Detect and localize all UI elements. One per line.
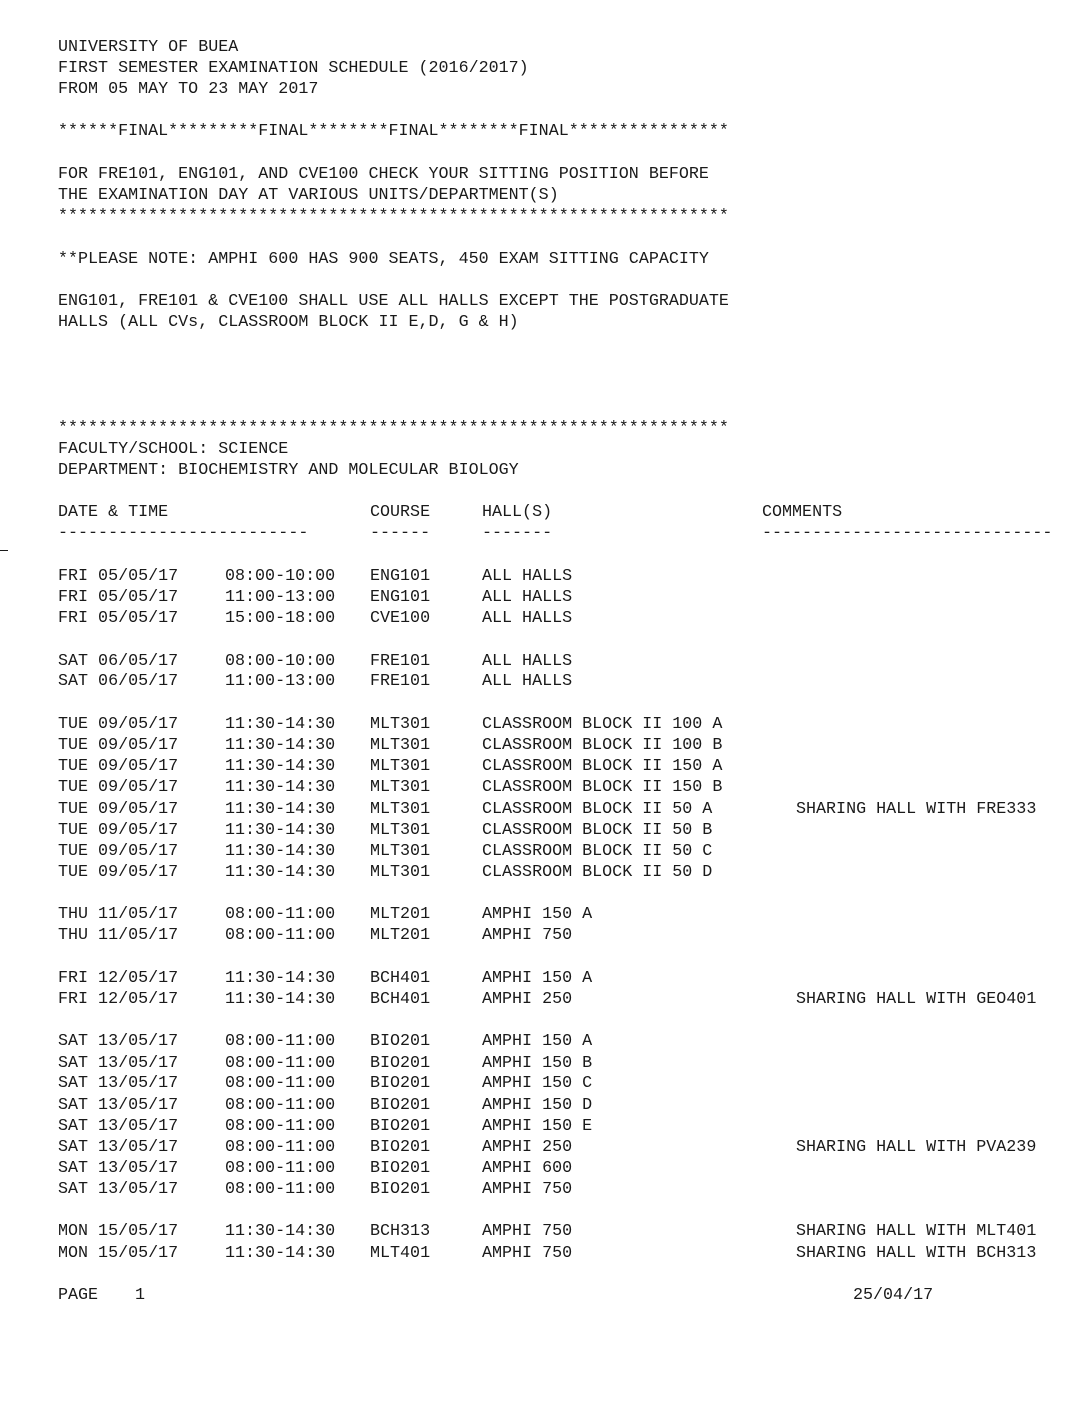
row-course: BIO201 <box>370 1074 431 1093</box>
row-time: 11:30-14:30 <box>225 821 336 840</box>
row-hall: AMPHI 150 D <box>482 1096 593 1115</box>
row-time: 08:00-11:00 <box>225 905 336 924</box>
margin-mark <box>0 550 8 551</box>
row-hall: CLASSROOM BLOCK II 50 B <box>482 821 713 840</box>
row-comment: SHARING HALL WITH FRE333 <box>796 800 1037 819</box>
row-course: MLT201 <box>370 926 431 945</box>
row-time: 11:30-14:30 <box>225 842 336 861</box>
faculty-label: FACULTY/SCHOOL: SCIENCE <box>58 440 289 459</box>
table-row <box>0 1137 1088 1158</box>
row-course: MLT301 <box>370 715 431 734</box>
row-time: 08:00-11:00 <box>225 1096 336 1115</box>
row-time: 11:30-14:30 <box>225 990 336 1009</box>
row-hall: AMPHI 250 <box>482 1138 573 1157</box>
table-row <box>0 651 1088 672</box>
table-header-underline-row <box>0 523 1088 544</box>
row-time: 11:30-14:30 <box>225 863 336 882</box>
notice-sitting-line2: THE EXAMINATION DAY AT VARIOUS UNITS/DEPARTMENT(S) <box>58 186 559 205</box>
row-date: TUE 09/05/17 <box>58 863 179 882</box>
row-hall: CLASSROOM BLOCK II 100 B <box>482 736 723 755</box>
row-time: 08:00-11:00 <box>225 1074 336 1093</box>
table-row <box>0 1053 1088 1074</box>
row-hall: ALL HALLS <box>482 609 573 628</box>
row-date: TUE 09/05/17 <box>58 800 179 819</box>
header-comments: COMMENTS <box>762 503 843 522</box>
row-time: 08:00-10:00 <box>225 567 336 586</box>
row-time: 11:00-13:00 <box>225 672 336 691</box>
schedule-title: FIRST SEMESTER EXAMINATION SCHEDULE (2016/2017) <box>58 59 529 78</box>
row-hall: CLASSROOM BLOCK II 150 B <box>482 778 723 797</box>
table-row <box>0 862 1088 883</box>
row-time: 08:00-10:00 <box>225 652 336 671</box>
row-hall: CLASSROOM BLOCK II 50 A <box>482 800 713 819</box>
row-time: 08:00-11:00 <box>225 1117 336 1136</box>
row-hall: CLASSROOM BLOCK II 100 A <box>482 715 723 734</box>
row-time: 08:00-11:00 <box>225 1032 336 1051</box>
row-hall: AMPHI 750 <box>482 926 573 945</box>
row-comment: SHARING HALL WITH PVA239 <box>796 1138 1037 1157</box>
table-row <box>0 587 1088 608</box>
row-date: SAT 13/05/17 <box>58 1032 179 1051</box>
row-hall: AMPHI 150 E <box>482 1117 593 1136</box>
table-row <box>0 756 1088 777</box>
row-course: MLT401 <box>370 1244 431 1263</box>
row-course: BIO201 <box>370 1159 431 1178</box>
row-hall: AMPHI 150 C <box>482 1074 593 1093</box>
row-course: MLT301 <box>370 800 431 819</box>
table-row <box>0 1073 1088 1094</box>
row-hall: CLASSROOM BLOCK II 50 C <box>482 842 713 861</box>
schedule-date-range: FROM 05 MAY TO 23 MAY 2017 <box>58 80 319 99</box>
row-course: BIO201 <box>370 1096 431 1115</box>
row-course: MLT301 <box>370 821 431 840</box>
underline-date-time: ------------------------- <box>58 524 309 543</box>
row-time: 15:00-18:00 <box>225 609 336 628</box>
row-course: BCH401 <box>370 969 431 988</box>
row-hall: AMPHI 750 <box>482 1244 573 1263</box>
table-row <box>0 608 1088 629</box>
row-hall: AMPHI 150 A <box>482 1032 593 1051</box>
underline-halls: ------- <box>482 524 553 543</box>
row-date: SAT 13/05/17 <box>58 1096 179 1115</box>
row-time: 08:00-11:00 <box>225 1138 336 1157</box>
row-date: FRI 05/05/17 <box>58 567 179 586</box>
row-course: BIO201 <box>370 1117 431 1136</box>
table-row <box>0 777 1088 798</box>
header-date-time: DATE & TIME <box>58 503 169 522</box>
row-course: BIO201 <box>370 1054 431 1073</box>
table-header-row <box>0 502 1088 523</box>
notice-halls-line2: HALLS (ALL CVs, CLASSROOM BLOCK II E,D, G & H) <box>58 313 519 332</box>
row-hall: ALL HALLS <box>482 652 573 671</box>
row-course: MLT201 <box>370 905 431 924</box>
table-row <box>0 925 1088 946</box>
row-time: 11:30-14:30 <box>225 1244 336 1263</box>
header-halls: HALL(S) <box>482 503 553 522</box>
row-time: 11:00-13:00 <box>225 588 336 607</box>
row-date: TUE 09/05/17 <box>58 821 179 840</box>
row-course: MLT301 <box>370 736 431 755</box>
row-course: MLT301 <box>370 863 431 882</box>
row-date: TUE 09/05/17 <box>58 778 179 797</box>
row-date: FRI 05/05/17 <box>58 588 179 607</box>
row-date: MON 15/05/17 <box>58 1222 179 1241</box>
row-course: MLT301 <box>370 757 431 776</box>
row-date: SAT 13/05/17 <box>58 1054 179 1073</box>
row-time: 11:30-14:30 <box>225 969 336 988</box>
row-comment: SHARING HALL WITH MLT401 <box>796 1222 1037 1241</box>
row-course: BCH313 <box>370 1222 431 1241</box>
row-time: 08:00-11:00 <box>225 1159 336 1178</box>
table-row <box>0 566 1088 587</box>
table-row <box>0 1116 1088 1137</box>
row-hall: AMPHI 150 B <box>482 1054 593 1073</box>
row-date: TUE 09/05/17 <box>58 736 179 755</box>
row-time: 11:30-14:30 <box>225 715 336 734</box>
table-row <box>0 1031 1088 1052</box>
row-date: FRI 12/05/17 <box>58 990 179 1009</box>
row-date: MON 15/05/17 <box>58 1244 179 1263</box>
notice-halls-line1: ENG101, FRE101 & CVE100 SHALL USE ALL HALLS EXCEPT THE POSTGRADUATE <box>58 292 729 311</box>
row-date: SAT 13/05/17 <box>58 1117 179 1136</box>
section-star-divider: ******************************************************************* <box>58 419 729 438</box>
table-row <box>0 989 1088 1010</box>
university-name: UNIVERSITY OF BUEA <box>58 38 239 57</box>
row-comment: SHARING HALL WITH GEO401 <box>796 990 1037 1009</box>
table-row <box>0 1095 1088 1116</box>
table-row <box>0 820 1088 841</box>
table-row <box>0 714 1088 735</box>
row-course: FRE101 <box>370 672 431 691</box>
row-time: 11:30-14:30 <box>225 736 336 755</box>
row-date: FRI 05/05/17 <box>58 609 179 628</box>
row-hall: AMPHI 150 A <box>482 905 593 924</box>
table-row <box>0 735 1088 756</box>
row-date: TUE 09/05/17 <box>58 842 179 861</box>
row-course: BIO201 <box>370 1032 431 1051</box>
row-hall: AMPHI 750 <box>482 1180 573 1199</box>
table-row <box>0 904 1088 925</box>
row-date: THU 11/05/17 <box>58 905 179 924</box>
row-course: ENG101 <box>370 588 431 607</box>
row-time: 11:30-14:30 <box>225 800 336 819</box>
row-hall: CLASSROOM BLOCK II 150 A <box>482 757 723 776</box>
row-comment: SHARING HALL WITH BCH313 <box>796 1244 1037 1263</box>
final-banner: ******FINAL*********FINAL********FINAL********FINAL**************** <box>58 122 729 141</box>
row-date: TUE 09/05/17 <box>58 715 179 734</box>
table-row <box>0 1179 1088 1200</box>
row-hall: AMPHI 600 <box>482 1159 573 1178</box>
row-course: CVE100 <box>370 609 431 628</box>
row-course: MLT301 <box>370 842 431 861</box>
row-time: 08:00-11:00 <box>225 1054 336 1073</box>
table-row <box>0 1221 1088 1242</box>
row-time: 11:30-14:30 <box>225 778 336 797</box>
row-date: SAT 13/05/17 <box>58 1074 179 1093</box>
underline-course: ------ <box>370 524 431 543</box>
underline-comments: ----------------------------- <box>762 524 1053 543</box>
footer-page-label: PAGE <box>58 1286 99 1305</box>
row-time: 08:00-11:00 <box>225 926 336 945</box>
row-hall: AMPHI 750 <box>482 1222 573 1241</box>
row-time: 08:00-11:00 <box>225 1180 336 1199</box>
header-course: COURSE <box>370 503 431 522</box>
row-date: SAT 13/05/17 <box>58 1159 179 1178</box>
row-date: SAT 06/05/17 <box>58 672 179 691</box>
row-course: MLT301 <box>370 778 431 797</box>
row-date: SAT 13/05/17 <box>58 1180 179 1199</box>
footer-date: 25/04/17 <box>853 1286 934 1305</box>
table-row <box>0 1243 1088 1264</box>
row-date: TUE 09/05/17 <box>58 757 179 776</box>
row-course: BIO201 <box>370 1138 431 1157</box>
row-hall: ALL HALLS <box>482 588 573 607</box>
footer-page-number: 1 <box>135 1286 146 1305</box>
row-time: 11:30-14:30 <box>225 1222 336 1241</box>
table-row <box>0 671 1088 692</box>
row-course: ENG101 <box>370 567 431 586</box>
row-course: FRE101 <box>370 652 431 671</box>
row-hall: AMPHI 150 A <box>482 969 593 988</box>
table-row <box>0 841 1088 862</box>
row-hall: CLASSROOM BLOCK II 50 D <box>482 863 713 882</box>
row-hall: AMPHI 250 <box>482 990 573 1009</box>
row-date: SAT 06/05/17 <box>58 652 179 671</box>
row-course: BIO201 <box>370 1180 431 1199</box>
row-hall: ALL HALLS <box>482 672 573 691</box>
row-date: FRI 12/05/17 <box>58 969 179 988</box>
notice-sitting-line1: FOR FRE101, ENG101, AND CVE100 CHECK YOUR SITTING POSITION BEFORE <box>58 165 709 184</box>
star-divider: ******************************************************************* <box>58 207 729 226</box>
table-row <box>0 1158 1088 1179</box>
row-course: BCH401 <box>370 990 431 1009</box>
table-row <box>0 968 1088 989</box>
row-hall: ALL HALLS <box>482 567 573 586</box>
row-date: SAT 13/05/17 <box>58 1138 179 1157</box>
row-date: THU 11/05/17 <box>58 926 179 945</box>
department-label: DEPARTMENT: BIOCHEMISTRY AND MOLECULAR BIOLOGY <box>58 461 519 480</box>
notice-amphi-capacity: **PLEASE NOTE: AMPHI 600 HAS 900 SEATS, 450 EXAM SITTING CAPACITY <box>58 250 709 269</box>
table-row <box>0 799 1088 820</box>
row-time: 11:30-14:30 <box>225 757 336 776</box>
